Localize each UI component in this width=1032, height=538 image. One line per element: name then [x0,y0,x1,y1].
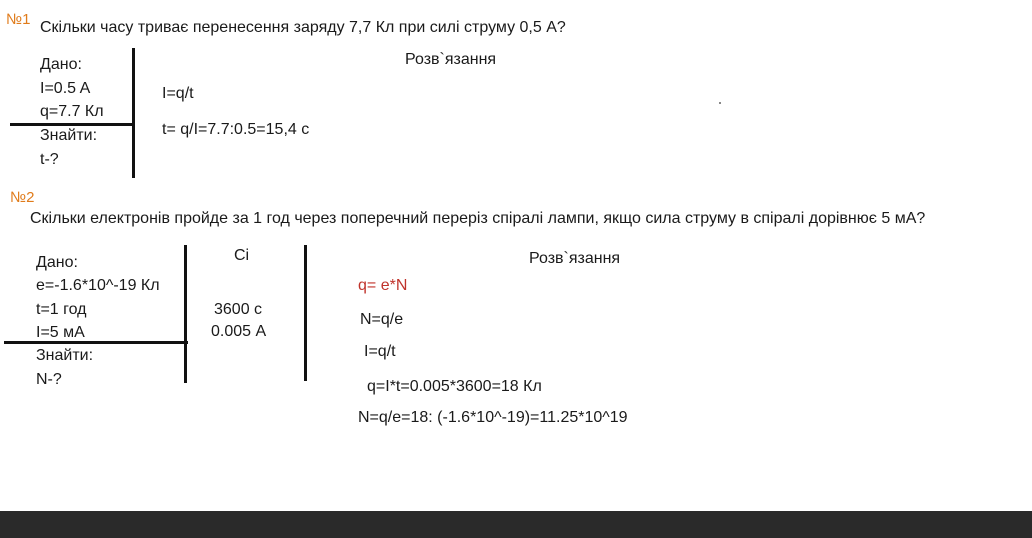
given-label: Дано: [36,254,78,271]
formula-current: I=q/t [364,343,396,360]
problem-2-number: №2 [10,189,35,206]
problem-2-question: Скільки електронів пройде за 1 год через поперечний переріз спіралі лампи, якщо сила струму в спіралі дорівнює 5 мА? [30,210,926,227]
given-charge: q=7.7 Кл [40,103,104,120]
si-label: Ci [234,247,250,264]
given-separator [184,245,187,383]
si-time: 3600 с [214,301,263,318]
calc-charge: q=I*t=0.005*3600=18 Кл [367,378,542,395]
given-current: I=0.5 A [40,80,91,97]
given-label: Дано: [40,56,82,73]
stray-dot [719,102,721,104]
find-value: N-? [36,371,62,388]
given-time: t=1 год [36,301,87,318]
find-value: t-? [40,151,59,168]
result-time: t= q/I=7.7:0.5=15,4 с [162,121,310,138]
formula-count: N=q/e [360,311,404,328]
problem-1-number: №1 [6,11,31,28]
given-separator [132,48,135,178]
solution-label: Розв`язання [529,250,621,267]
solution-label: Розв`язання [405,51,497,68]
si-separator [304,245,307,381]
formula-charge: q= e*N [358,277,408,294]
formula-current: I=q/t [162,85,194,102]
given-divider [4,341,188,344]
bottom-bar [0,511,1032,538]
find-label: Знайти: [40,127,98,144]
find-label: Знайти: [36,347,94,364]
calc-electrons: N=q/e=18: (-1.6*10^-19)=11.25*10^19 [358,409,628,426]
given-current: I=5 мА [36,324,85,341]
given-electron-charge: e=-1.6*10^-19 Кл [36,277,160,294]
problem-1-question: Скільки часу триває перенесення заряду 7,7 Кл при силі струму 0,5 А? [40,19,566,36]
si-current: 0.005 А [211,323,267,340]
